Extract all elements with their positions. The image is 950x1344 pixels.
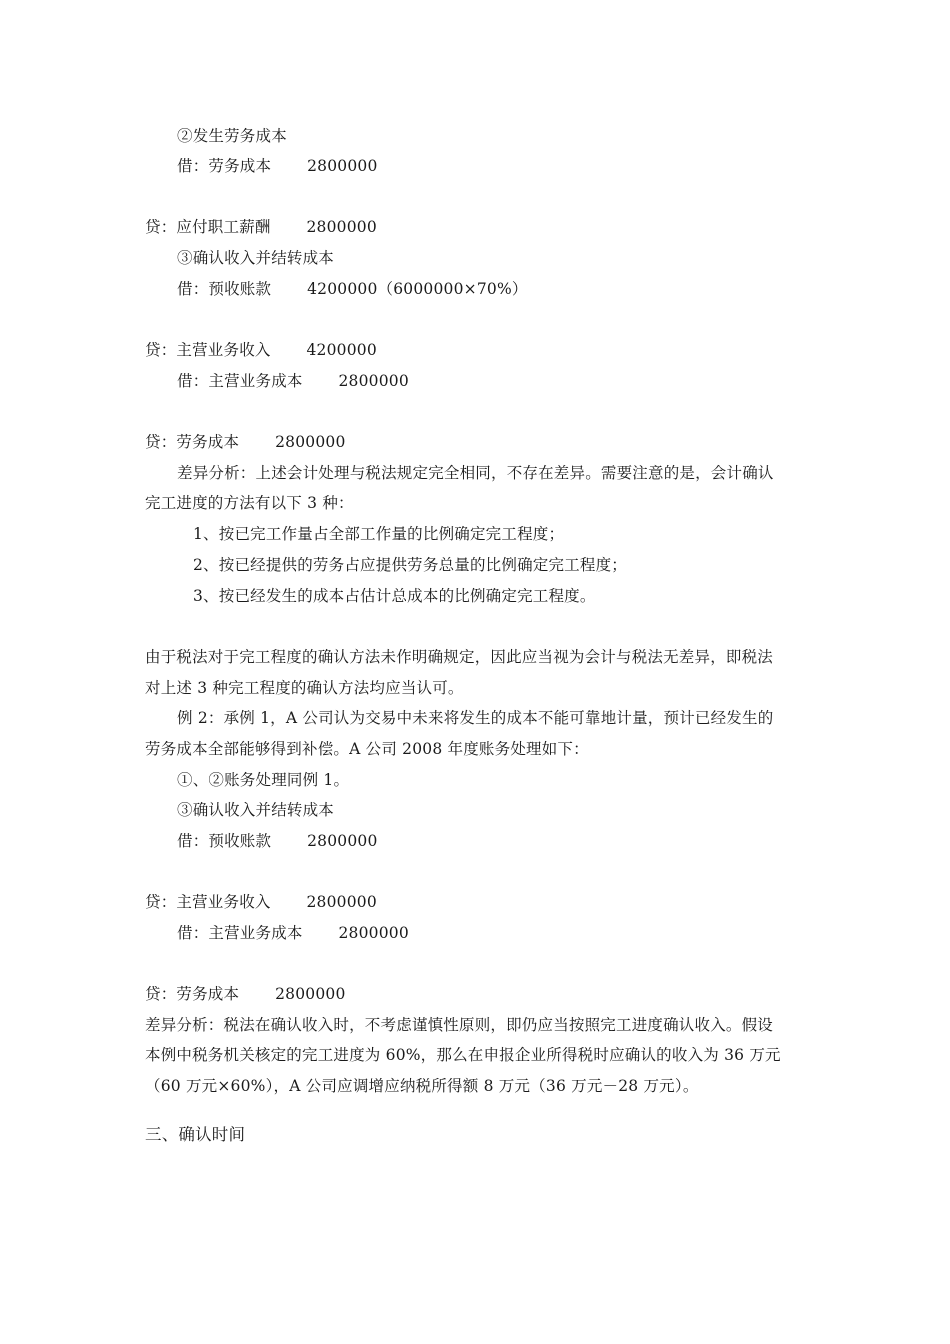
journal-debit-line: 借：主营业务成本 2800000 (177, 372, 409, 390)
journal-credit-line: 贷：主营业务收入 2800000 (145, 893, 377, 911)
paragraph-line: （60 万元×60%），A 公司应调增应纳税所得额 8 万元（36 万元－28 万元）。 (145, 1077, 699, 1095)
paragraph-line: 差异分析：税法在确认收入时，不考虑谨慎性原则，即仍应当按照完工进度确认收入。假设 (145, 1016, 774, 1034)
section-heading: 三、确认时间 (145, 1125, 246, 1144)
list-item: 2、按已经提供的劳务占应提供劳务总量的比例确定完工程度； (193, 556, 627, 574)
paragraph-line: ①、②账务处理同例 1。 (177, 771, 350, 789)
paragraph-line: 差异分析：上述会计处理与税法规定完全相同，不存在差异。需要注意的是，会计确认 (177, 464, 774, 482)
paragraph-line: 劳务成本全部能够得到补偿。A 公司 2008 年度账务处理如下： (145, 740, 589, 758)
paragraph-line: 本例中税务机关核定的完工进度为 60%，那么在申报企业所得税时应确认的收入为 36 万元 (145, 1046, 781, 1064)
paragraph-line: 对上述 3 种完工程度的确认方法均应当认可。 (145, 679, 464, 697)
paragraph-line: 完工进度的方法有以下 3 种： (145, 494, 354, 512)
list-item: 1、按已完工作量占全部工作量的比例确定完工程度； (193, 525, 565, 543)
subsection-incur-cost: ②发生劳务成本 (177, 127, 287, 145)
journal-debit-line: 借：预收账款 2800000 (177, 832, 378, 850)
journal-debit-line: 借：预收账款 4200000（6000000×70%） (177, 280, 528, 298)
journal-credit-line: 贷：主营业务收入 4200000 (145, 341, 377, 359)
journal-debit-line: 借：劳务成本 2800000 (177, 157, 378, 175)
subsection-recognize-revenue: ③确认收入并结转成本 (177, 801, 335, 819)
paragraph-line: 例 2：承例 1，A 公司认为交易中未来将发生的成本不能可靠地计量，预计已经发生的 (177, 709, 774, 727)
journal-credit-line: 贷：劳务成本 2800000 (145, 985, 346, 1003)
journal-credit-line: 贷：劳务成本 2800000 (145, 433, 346, 451)
list-item: 3、按已经发生的成本占估计总成本的比例确定完工程度。 (193, 587, 596, 605)
journal-debit-line: 借：主营业务成本 2800000 (177, 924, 409, 942)
subsection-recognize-revenue: ③确认收入并结转成本 (177, 249, 335, 267)
paragraph-line: 由于税法对于完工程度的确认方法未作明确规定，因此应当视为会计与税法无差异，即税法 (145, 648, 774, 666)
journal-credit-line: 贷：应付职工薪酬 2800000 (145, 218, 377, 236)
